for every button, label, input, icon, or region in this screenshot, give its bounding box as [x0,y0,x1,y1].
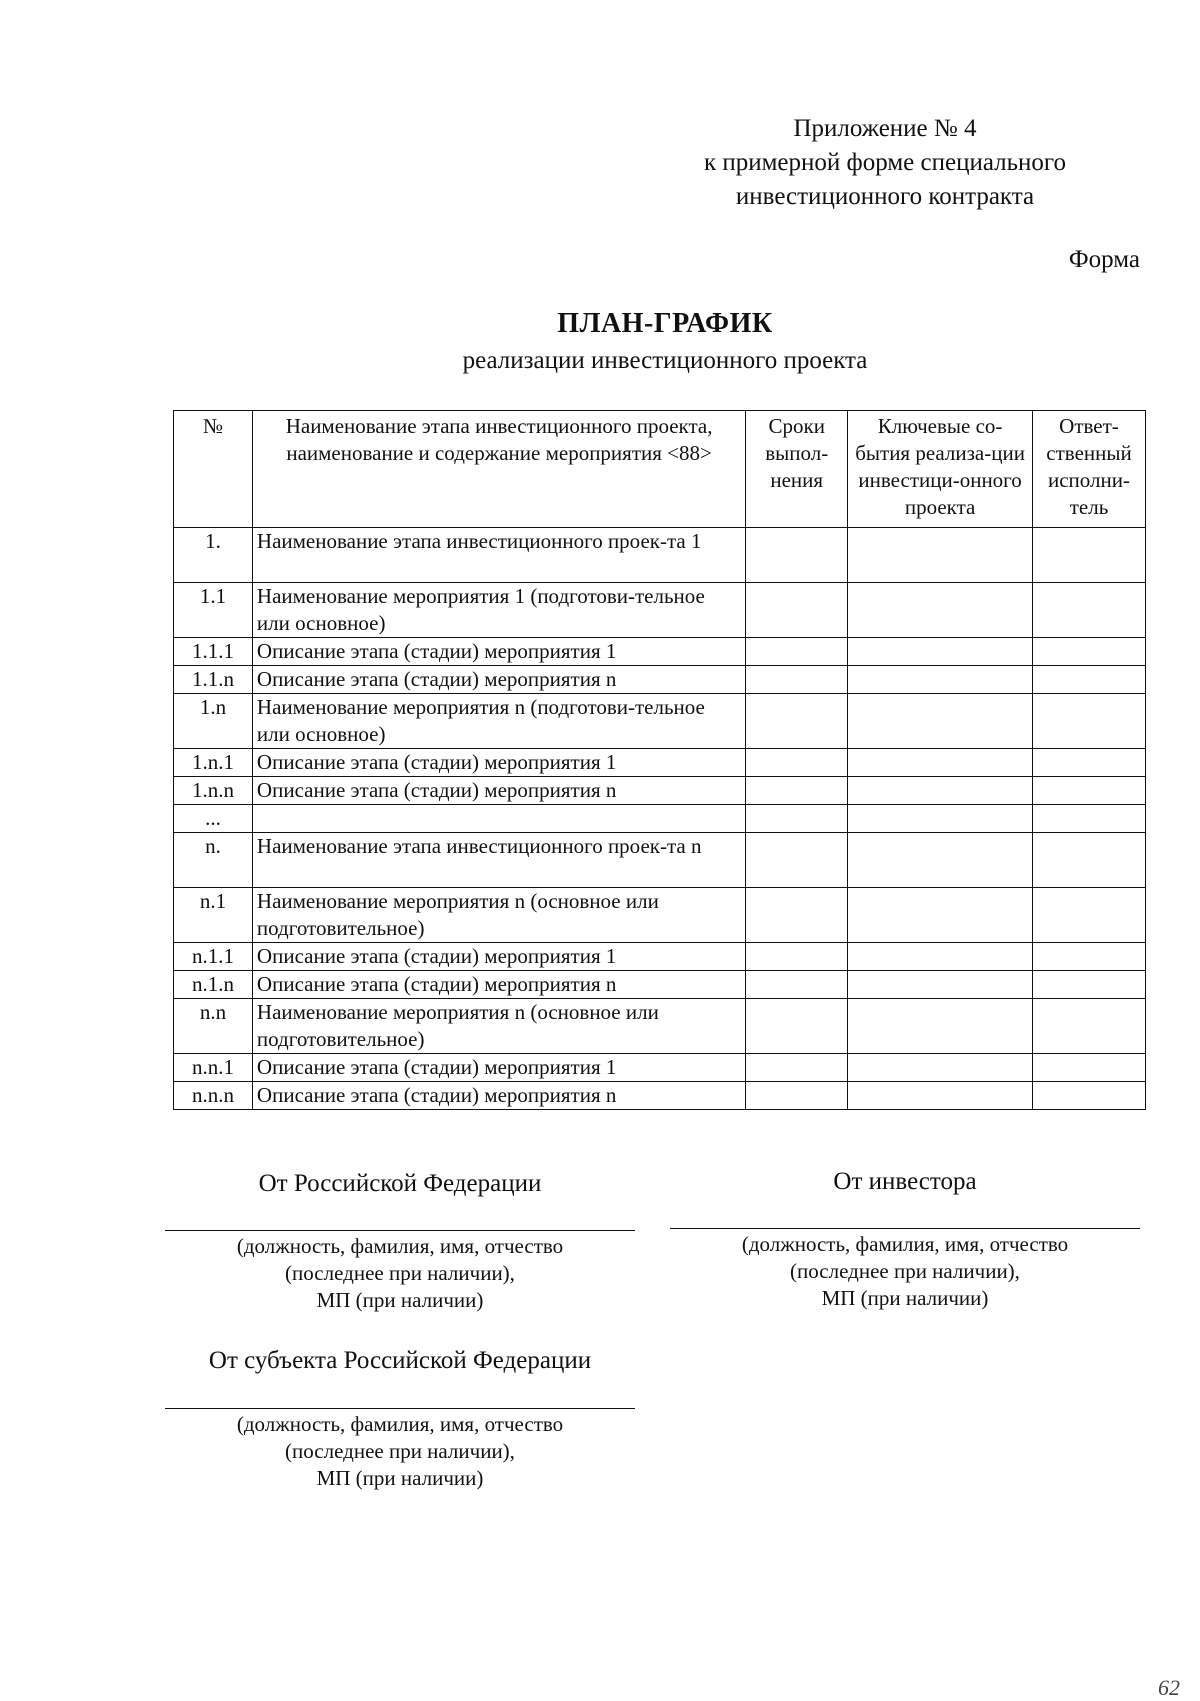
row-number: 1.1.n [174,666,253,694]
caption-line: (должность, фамилия, имя, отчество [236,1234,564,1258]
signature-line-subject [165,1408,635,1409]
row-name: Описание этапа (стадии) мероприятия 1 [252,1054,745,1082]
signature-caption-rf [165,1233,635,1314]
header-responsible: Ответ-ственный исполни-тель [1033,411,1146,528]
cell-term [746,971,848,999]
schedule-table [173,410,1146,1110]
row-number: n.n [174,999,253,1054]
caption-line: (должность, фамилия, имя, отчество [741,1232,1069,1256]
row-number: n. [174,833,253,888]
document-title: ПЛАН-ГРАФИК [557,308,773,339]
cell-responsible [1033,999,1146,1054]
signature-line-investor [670,1228,1140,1229]
cell-responsible [1033,1054,1146,1082]
cell-events [848,528,1033,583]
cell-events [848,1054,1033,1082]
table-row [174,777,1146,805]
cell-events [848,805,1033,833]
cell-term [746,833,848,888]
caption-line: (последнее при наличии), [285,1261,515,1285]
cell-events [848,694,1033,749]
table-row [174,1082,1146,1110]
appendix-line-1: Приложение № 4 [793,115,977,142]
row-number: n.n.n [174,1082,253,1110]
caption-line: МП (при наличии) [821,1286,989,1310]
row-number: 1.1 [174,583,253,638]
cell-term [746,638,848,666]
row-name: Наименование этапа инвестиционного проек-та n [252,833,745,888]
table-row [174,583,1146,638]
signature-heading-rf: От Российской Федерации [258,1170,542,1197]
signature-heading-subject: От субъекта Российской Федерации [208,1347,592,1374]
cell-term [746,1082,848,1110]
signature-caption-subject [165,1411,635,1492]
row-name: Описание этапа (стадии) мероприятия n [252,666,745,694]
row-name: Наименование мероприятия n (основное или подготовительное) [252,999,745,1054]
header-num: № [174,411,253,528]
table-row [174,694,1146,749]
table-row [174,666,1146,694]
cell-responsible [1033,528,1146,583]
row-number: 1.n.n [174,777,253,805]
appendix-line-2: к примерной форме специального [703,149,1067,176]
cell-term [746,749,848,777]
row-name: Описание этапа (стадии) мероприятия 1 [252,749,745,777]
table-row [174,638,1146,666]
cell-events [848,749,1033,777]
cell-term [746,666,848,694]
row-name: Описание этапа (стадии) мероприятия 1 [252,943,745,971]
row-name: Наименование мероприятия n (подготови-тельное или основное) [252,694,745,749]
cell-responsible [1033,971,1146,999]
cell-responsible [1033,749,1146,777]
table-row [174,999,1146,1054]
signature-caption-investor [670,1231,1140,1312]
cell-term [746,805,848,833]
header-term: Сроки выпол-нения [746,411,848,528]
table-row [174,1054,1146,1082]
cell-term [746,888,848,943]
signature-line-rf [165,1230,635,1231]
table-row [174,971,1146,999]
cell-responsible [1033,583,1146,638]
document-subtitle: реализации инвестиционного проекта [462,347,868,374]
table-row [174,749,1146,777]
cell-responsible [1033,833,1146,888]
row-number: n.1.1 [174,943,253,971]
table-row [174,528,1146,583]
caption-line: МП (при наличии) [316,1288,484,1312]
caption-line: (последнее при наличии), [285,1439,515,1463]
cell-responsible [1033,694,1146,749]
caption-line: (последнее при наличии), [790,1259,1020,1283]
caption-line: (должность, фамилия, имя, отчество [236,1412,564,1436]
table-row [174,805,1146,833]
table-row [174,888,1146,943]
cell-events [848,971,1033,999]
cell-responsible [1033,638,1146,666]
cell-term [746,999,848,1054]
row-name: Наименование этапа инвестиционного проек-та 1 [252,528,745,583]
page-number-mark: 62 [1158,1675,1180,1700]
row-name [252,805,745,833]
table-header-row [174,411,1146,528]
cell-events [848,666,1033,694]
cell-events [848,777,1033,805]
row-name: Наименование мероприятия n (основное или подготовительное) [252,888,745,943]
cell-events [848,583,1033,638]
cell-events [848,888,1033,943]
cell-responsible [1033,777,1146,805]
row-number: n.1 [174,888,253,943]
header-events: Ключевые со-бытия реализа-ции инвестици-онного проекта [848,411,1033,528]
table-row [174,833,1146,888]
cell-term [746,528,848,583]
row-number: n.1.n [174,971,253,999]
row-name: Наименование мероприятия 1 (подготови-тельное или основное) [252,583,745,638]
header-name: Наименование этапа инвестиционного проекта, наименование и содержание мероприятия <88> [252,411,745,528]
cell-events [848,1082,1033,1110]
caption-line: МП (при наличии) [316,1466,484,1490]
form-label: Форма [1068,246,1140,273]
cell-term [746,694,848,749]
signature-heading-investor: От инвестора [833,1168,977,1195]
row-name: Описание этапа (стадии) мероприятия n [252,777,745,805]
appendix-note [640,112,1130,214]
cell-events [848,943,1033,971]
cell-term [746,943,848,971]
table-row [174,943,1146,971]
cell-term [746,583,848,638]
row-name: Описание этапа (стадии) мероприятия n [252,971,745,999]
row-number: 1.n.1 [174,749,253,777]
row-name: Описание этапа (стадии) мероприятия 1 [252,638,745,666]
cell-events [848,638,1033,666]
cell-responsible [1033,666,1146,694]
row-number: 1.1.1 [174,638,253,666]
cell-responsible [1033,1082,1146,1110]
row-name: Описание этапа (стадии) мероприятия n [252,1082,745,1110]
cell-term [746,1054,848,1082]
row-number: 1. [174,528,253,583]
cell-term [746,777,848,805]
cell-events [848,833,1033,888]
cell-events [848,999,1033,1054]
appendix-line-3: инвестиционного контракта [735,183,1035,210]
cell-responsible [1033,888,1146,943]
cell-responsible [1033,805,1146,833]
row-number: 1.n [174,694,253,749]
row-number: n.n.1 [174,1054,253,1082]
row-number: ... [174,805,253,833]
cell-responsible [1033,943,1146,971]
